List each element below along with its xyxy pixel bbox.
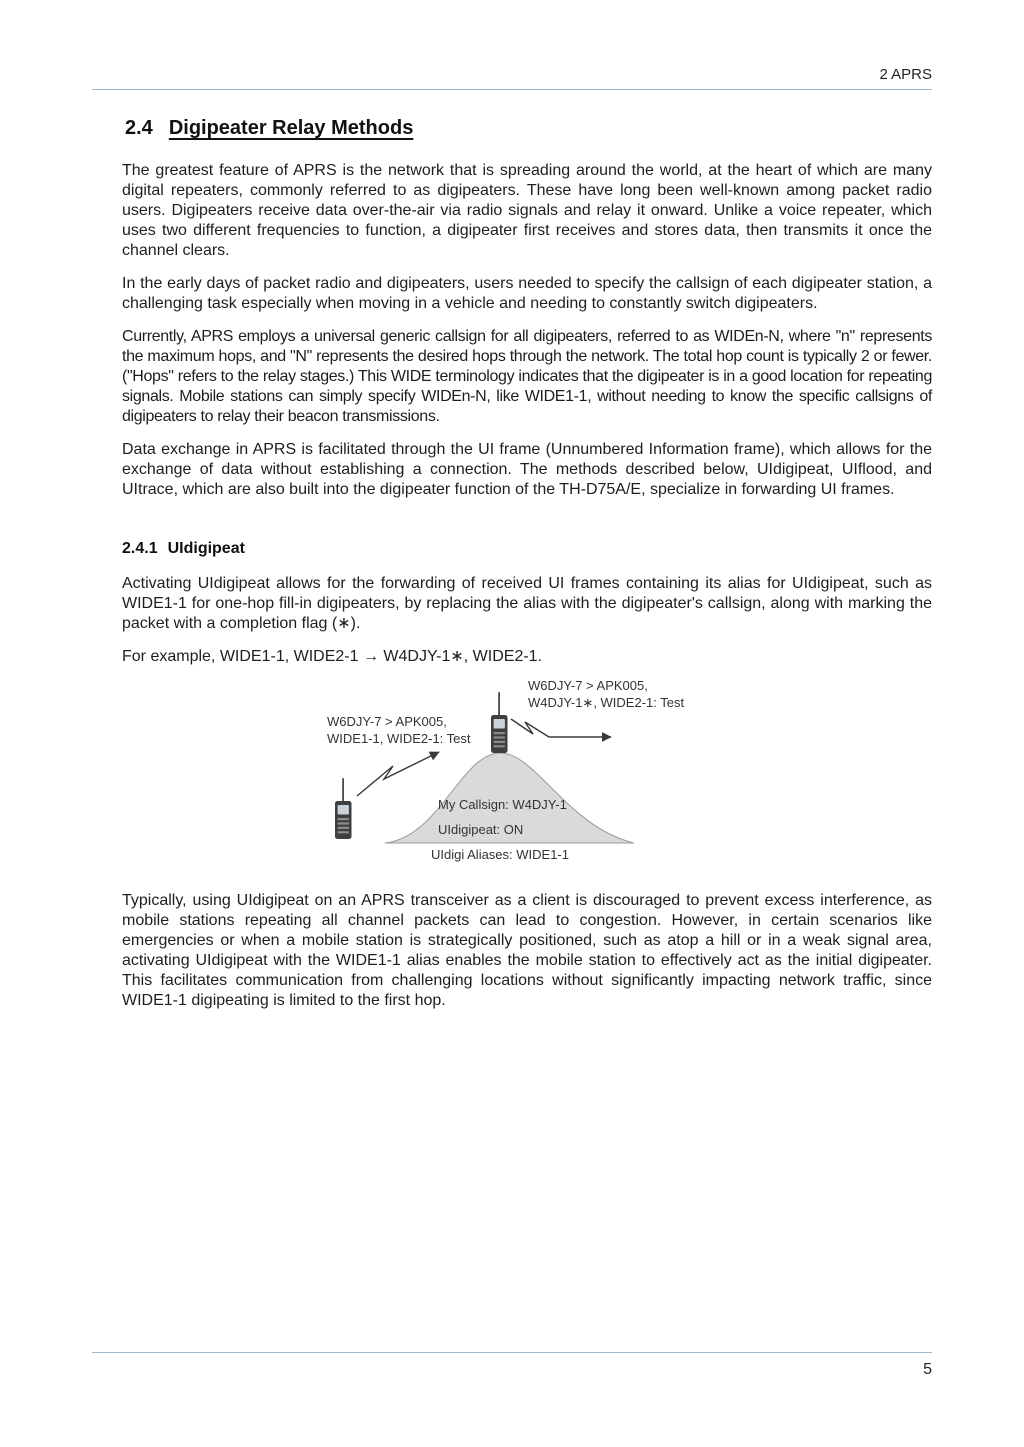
uidigipeat-diagram bbox=[327, 677, 707, 873]
body-paragraph: In the early days of packet radio and digipeaters, users needed to specify the callsign of each digipeater station, a challenging task especially when moving in a vehicle and needing to constantly switch digipeaters. bbox=[122, 275, 932, 312]
subsection-title: UIdigipeat bbox=[167, 540, 245, 557]
section-heading bbox=[125, 117, 932, 140]
subsection-heading bbox=[122, 540, 932, 558]
running-header: 2 APRS bbox=[879, 66, 932, 83]
original-packet-label bbox=[327, 713, 471, 747]
page-header-area bbox=[92, 0, 932, 90]
section-title: Digipeater Relay Methods bbox=[168, 117, 414, 139]
body-paragraph: Typically, using UIdigipeat on an APRS transceiver as a client is discouraged to prevent excess interference, as mobile stations repeating all channel packets can lead to congestion. However, in certain scenarios like emergencies or when a mobile station is strategically positioned, such as atop a hill or in a weak signal area, activating UIdigipeat with the WIDE1-1 alias enables the mobile station to effectively act as the initial digipeater. This facilitates communication from challenging locations without significantly impacting network traffic, since WIDE1-1 digipeating is limited to the first hop. bbox=[122, 892, 932, 1009]
section-number: 2.4 bbox=[125, 117, 153, 139]
example-line: For example, WIDE1-1, WIDE2-1 → W4DJY-1∗, WIDE2-1. bbox=[122, 648, 543, 665]
body-paragraph: Currently, APRS employs a universal generic callsign for all digipeaters, referred to as WIDEn-N, where "n" represents the maximum hops, and "N" represents the desired hops through the network. The total hop count is typically 2 or fewer. ("Hops" refers to the relay stages.) This WIDE terminology indicates that the digipeater is in a good location for repeating signals. Mobile stations can simply specify WIDEn-N, like WIDE1-1, without needing to know the specific callsigns of digipeaters to relay their beacon transmissions. bbox=[122, 328, 932, 425]
relay-signal-arrow bbox=[511, 719, 611, 737]
subsection-number: 2.4.1 bbox=[122, 540, 158, 557]
relayed-packet-label bbox=[528, 677, 684, 711]
page-number: 5 bbox=[923, 1361, 932, 1378]
original-packet-line2: WIDE1-1, WIDE2-1: Test bbox=[327, 731, 471, 746]
original-packet-line1: W6DJY-7 > APK005, bbox=[327, 714, 447, 729]
page-body bbox=[92, 117, 932, 1011]
relayed-packet-line1: W6DJY-7 > APK005, bbox=[528, 678, 648, 693]
hilltop-radio-icon bbox=[491, 692, 508, 753]
relayed-packet-line2: W4DJY-1∗, WIDE2-1: Test bbox=[528, 695, 685, 710]
body-paragraph: Data exchange in APRS is facilitated through the UI frame (Unnumbered Information frame), which allows for the exchange of data without establishing a connection. The methods described below, UIdigipeat, UIflood, and UItrace, which are also built into the digipeater function of the TH-D75A/E, specialize in forwarding UI frames. bbox=[122, 441, 932, 498]
uplink-signal-arrow bbox=[357, 752, 439, 796]
my-callsign-label: My Callsign: W4DJY-1 bbox=[438, 797, 567, 812]
uidigi-aliases-label: UIdigi Aliases: WIDE1-1 bbox=[431, 847, 569, 862]
header-rule bbox=[92, 89, 932, 90]
body-paragraph: The greatest feature of APRS is the network that is spreading around the world, at the heart of which are many digital repeaters, commonly referred to as digipeaters. These have long been well-known among packet radio users. Digipeaters receive data over-the-air via radio signals and relay it onward. Unlike a voice repeater, which uses two different frequencies to function, a digipeater first receives and stores data, then transmits it once the channel clears. bbox=[122, 162, 932, 259]
body-paragraph: Activating UIdigipeat allows for the forwarding of received UI frames containing its alias for UIdigipeat, such as WIDE1-1 for one-hop fill-in digipeaters, by replacing the alias with the digipeater's callsign, along with marking the packet with a completion flag (∗). bbox=[122, 575, 932, 632]
uidigipeat-state-label: UIdigipeat: ON bbox=[438, 822, 524, 837]
page-footer-area bbox=[92, 1352, 932, 1379]
mobile-radio-icon bbox=[335, 778, 352, 839]
